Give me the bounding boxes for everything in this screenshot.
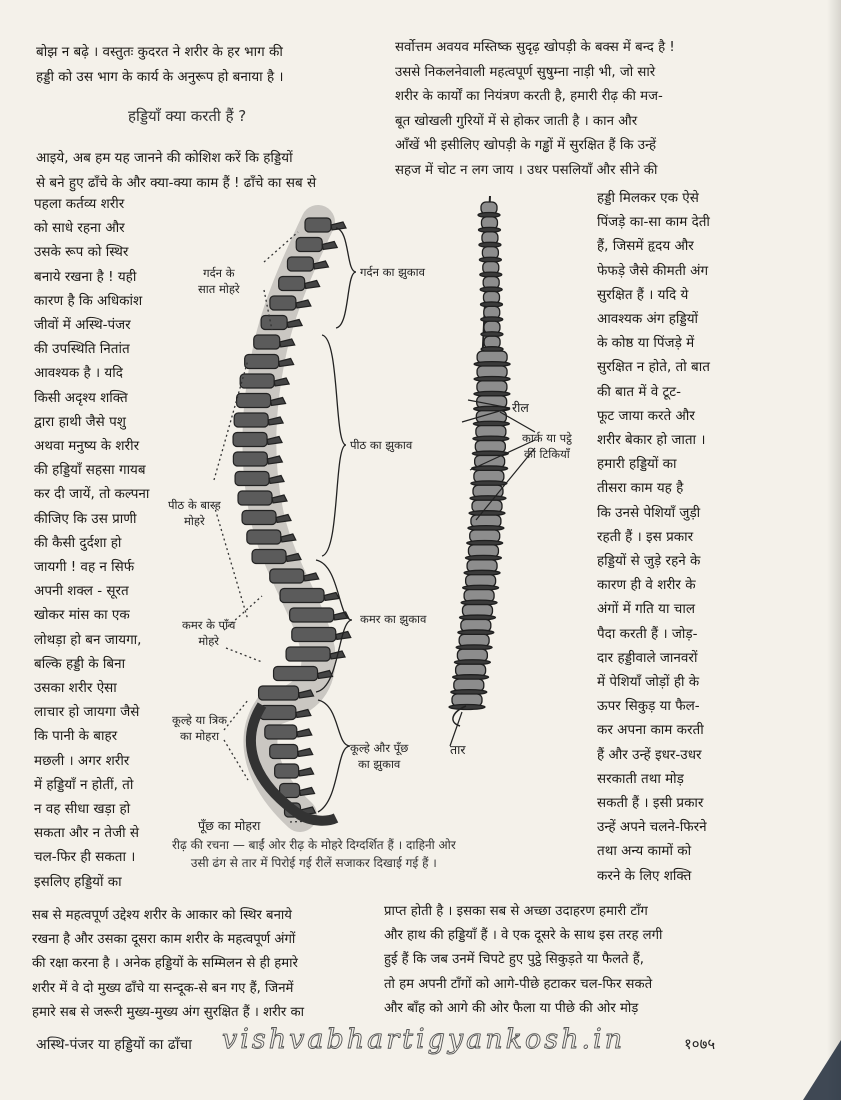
text-line: शरीर में वे दो मुख्य ढाँचे या सन्दूक-से बन गए हैं, जिनमें — [32, 980, 294, 996]
text-line: कारण है कि अधिकांश — [34, 292, 143, 309]
text-line: आवश्यक है । यदि — [34, 365, 123, 382]
vertebral-column-drawing — [233, 218, 351, 821]
text-line: हैं, जिसमें हृदय और — [597, 238, 694, 255]
vertebra-shape — [296, 238, 322, 252]
text-line: द्वारा हाथी जैसे पशु — [34, 413, 126, 430]
label-line: सात मोहरे — [198, 282, 240, 296]
vertebra-shape — [279, 277, 305, 291]
text-line: खोकर मांस का एक — [34, 607, 130, 624]
text-line: अथवा मनुष्य के शरीर — [34, 438, 140, 455]
text-line: रखना है और उसका दूसरा काम शरीर के महत्वपूर्ण अंगों — [32, 932, 296, 948]
label-line: कूल्हे या त्रिक — [172, 713, 228, 727]
label-sacrum — [172, 712, 227, 744]
text-line: मछली । अगर शरीर — [34, 752, 130, 769]
label-waist-curve: कमर का झुकाव — [360, 612, 427, 626]
label-line: का झुकाव — [357, 757, 401, 771]
text-line: के कोष्ठ या पिंजड़े में — [597, 335, 695, 352]
text-line: सुरक्षित न होते, तो बात — [597, 359, 710, 376]
vertebra-shape — [247, 530, 281, 544]
label-line: कमर के पाँच — [182, 618, 236, 632]
text-line: कर अपना काम करती — [597, 722, 704, 739]
vertebra-shape — [270, 569, 304, 583]
section-heading: हड्डियाँ क्या करती हैं ? — [128, 107, 247, 125]
label-reel: रील — [512, 400, 529, 415]
text-line: जायगी ! वह न सिर्फ — [34, 559, 135, 576]
text-line: को साधे रहना और — [34, 220, 125, 237]
watermark: vishvabhartigyankosh.in — [222, 1024, 626, 1055]
text-line: कीजिए कि उस प्राणी — [34, 510, 137, 527]
figure-caption — [172, 836, 456, 872]
spinous-process-shape — [299, 768, 314, 776]
spinous-process-shape — [300, 788, 315, 796]
text-line: उन्हें अपने चलने-फिरने — [597, 819, 707, 836]
vertebra-shape — [235, 472, 269, 486]
vertebra-shape — [261, 316, 287, 330]
text-line: तीसरा काम यह है — [597, 480, 684, 497]
caption-line: रीढ़ की रचना — बाईं ओर रीढ़ के मोहरे दिग्दर्शित हैं । दाहिनी ओर — [172, 838, 456, 852]
text-line: हड्डियों से जुड़े रहने के — [597, 553, 701, 570]
text-line: की बात में वे टूट- — [597, 383, 681, 400]
text-line: करने के लिए शक्ति — [597, 867, 692, 884]
label-neck-vertebrae — [198, 265, 240, 297]
text-line: किसी अदृश्य शक्ति — [34, 389, 128, 406]
vertebra-shape — [305, 218, 331, 232]
vertebra-shape — [275, 764, 299, 778]
text-line: पिंजड़े का-सा काम देती — [597, 214, 710, 231]
text-line: बोझ न बढ़े । वस्तुतः कुदरत ने शरीर के हर भाग की — [36, 44, 283, 60]
text-line: कारण ही वे शरीर के — [597, 577, 696, 594]
label-wire: तार — [450, 742, 466, 757]
text-line: और हाथ की हड्डियाँ हैं । वे एक दूसरे के साथ इस तरह लगी — [384, 928, 663, 944]
text-line: सरकाती तथा मोड़ — [597, 770, 684, 787]
vertebra-shape — [270, 296, 296, 310]
bottom-left-text — [32, 904, 304, 1025]
vertebra-shape — [242, 511, 276, 525]
text-line: कर दी जायें, तो कल्पना — [34, 486, 150, 503]
text-line: सुरक्षित हैं । यदि ये — [597, 286, 689, 303]
text-line: कि उनसे पेशियाँ जुड़ी — [597, 504, 701, 521]
label-hip-tail-curve — [350, 740, 408, 772]
vertebra-shape — [245, 355, 279, 369]
page-number: १०७५ — [684, 1035, 716, 1053]
caption-line: उसी ढंग से तार में पिरोई गई रीलें सजाकर दिखाई गई हैं । — [190, 856, 437, 870]
vertebra-shape — [254, 335, 280, 349]
cork-disc-shape — [449, 705, 485, 710]
text-line: और बाँह को आगे की ओर फैला या पीछे की ओर मोड़ — [384, 1000, 639, 1016]
label-line: पीठ के बारह — [168, 498, 221, 512]
text-line: बनाये रखना है ! यही — [34, 268, 137, 285]
text-line: की उपस्थिति नितांत — [34, 341, 130, 358]
label-line: कूल्हे और पूँछ — [350, 741, 409, 755]
text-line: की कैसी दुर्दशा हो — [34, 534, 122, 551]
text-line: से बने हुए ढाँचे के और क्या-क्या काम हैं ! ढाँचे का सब से — [36, 174, 317, 191]
text-line: हुई हैं कि जब उनमें चिपटे हुए पुट्ठे सिकुड़ते या फैलते हैं, — [384, 952, 644, 968]
vertebra-shape — [265, 725, 297, 739]
text-line: आँखें भी इसीलिए खोपड़ी के गड्ढों में सुरक्षित हैं कि उन्हें — [395, 138, 657, 153]
text-line: तथा अन्य कामों को — [597, 843, 692, 860]
text-line: तो हम अपनी टाँगों को आगे-पीछे हटाकर चल-फिर सकते — [384, 976, 653, 992]
text-line: अपनी शक्ल - सूरत — [34, 583, 129, 600]
vertebra-shape — [240, 374, 274, 388]
text-line: की रक्षा करना है । अनेक हड्डियों के सम्मिलन से ही हमारे — [32, 956, 298, 972]
text-line: बल्कि हड्डी के बिना — [34, 655, 126, 672]
vertebra-shape — [259, 686, 299, 700]
vertebra-shape — [233, 452, 267, 466]
label-line: का मोहरा — [179, 729, 220, 743]
text-line: लोथड़ा हो बन जायगा, — [34, 631, 142, 648]
vertebra-shape — [234, 413, 268, 427]
label-back-vertebrae — [168, 497, 221, 529]
label-cork — [522, 430, 572, 462]
text-line: फेफड़े जैसे कीमती अंग — [597, 262, 709, 279]
text-line: हड्डी मिलकर एक ऐसे — [597, 190, 699, 206]
text-line: हड्डी को उस भाग के कार्य के अनुरूप हो बनाया है । — [36, 68, 284, 85]
text-line: उसका शरीर ऐसा — [34, 680, 117, 697]
spinous-process-shape — [324, 593, 339, 601]
text-line: हैं और उन्हें इधर-उधर — [597, 746, 702, 763]
text-line: में पेशियाँ जोड़ों ही के — [597, 674, 700, 691]
text-line: शरीर के कार्यों का नियंत्रण करती है, हमारी रीढ़ की मज- — [395, 89, 663, 104]
text-line: उसके रूप को स्थिर — [34, 244, 129, 261]
label-line: की टिकियाँ — [524, 447, 570, 461]
text-line: बूत खोखली गुरियों में से होकर जाती है । कान और — [395, 113, 638, 129]
text-line: हमारे सब से जरूरी मुख्य-मुख्य अंग सुरक्षित हैं । शरीर का — [32, 1004, 304, 1020]
text-line: रहती हैं । इस प्रकार — [597, 528, 694, 545]
label-line: मोहरे — [198, 634, 220, 648]
label-line: कार्क या पट्ठे — [522, 431, 572, 445]
text-line: ऊपर सिकुड़ या फैल- — [597, 698, 700, 715]
text-line: पहला कर्तव्य शरीर — [34, 196, 125, 212]
vertebra-shape — [270, 745, 298, 759]
label-tail-vertebra: पूँछ का मोहरा — [198, 818, 261, 833]
label-line: मोहरे — [184, 514, 205, 528]
text-line: शरीर बेकार हो जाता । — [597, 432, 706, 449]
text-line: चल-फिर ही सकता । — [34, 849, 136, 866]
text-line: अंगों में गति या चाल — [597, 601, 695, 618]
text-line: लाचार हो जायगा जैसे — [34, 704, 140, 721]
text-line: दार हड्डीवाले जानवरों — [597, 649, 698, 666]
text-line: आवश्यक अंग हड्डियों — [597, 311, 699, 328]
label-neck-curve: गर्दन का झुकाव — [360, 265, 425, 279]
vertebra-shape — [286, 647, 330, 661]
text-line: सहज में चोट न लग जाय । उधर पसलियाँ और सीने की — [395, 162, 658, 178]
vertebra-shape — [237, 394, 271, 408]
vertebra-shape — [287, 257, 313, 271]
vertebra-shape — [280, 589, 324, 603]
vertebra-shape — [238, 491, 272, 505]
text-line: में हड्डियाँ न होतीं, तो — [34, 776, 134, 793]
label-back-curve: पीठ का झुकाव — [350, 438, 413, 452]
text-line: इसलिए हड्डियों का — [34, 873, 122, 890]
curve-brackets — [316, 228, 356, 812]
spinous-process-shape — [297, 729, 312, 737]
text-line: फूट जाया करते और — [597, 407, 695, 424]
text-line: सकता और न तेजी से — [34, 825, 140, 842]
text-line: उससे निकलनेवाली महत्वपूर्ण सुषुम्ना नाड़ी भी, जो सारे — [395, 64, 656, 80]
text-line: की हड्डियाँ सहसा गायब — [34, 462, 146, 479]
text-line: आइये, अब हम यह जानने की कोशिश करें कि हड्डियों — [36, 150, 293, 166]
text-line: सकती हैं । इसी प्रकार — [597, 795, 704, 812]
text-line: हमारी हड्डियों का — [597, 456, 677, 473]
text-line: पैदा करती हैं । जोड़- — [597, 625, 698, 642]
label-waist-vertebrae — [182, 617, 235, 649]
text-line: सब से महत्वपूर्ण उद्देश्य शरीर के आकार को स्थिर बनाये — [32, 908, 292, 923]
vertebra-shape — [233, 433, 267, 447]
text-line: जीवों में अस्थि-पंजर — [34, 317, 131, 334]
vertebra-shape — [290, 608, 334, 622]
vertebra-shape — [292, 628, 336, 642]
footer-title: अस्थि-पंजर या हड्डियों का ढाँचा — [36, 1037, 192, 1053]
label-line: गर्दन के — [203, 266, 235, 280]
vertebra-shape — [274, 667, 318, 681]
bottom-right-text — [384, 900, 662, 1021]
text-line: न वह सीधा खड़ा हो — [34, 801, 131, 818]
spinous-process-shape — [298, 749, 313, 757]
reel-model-drawing — [449, 196, 510, 726]
text-line: सर्वोत्तम अवयव मस्तिष्क सुदृढ़ खोपड़ी के बक्स में बन्द है ! — [395, 40, 675, 55]
text-line: कि पानी के बाहर — [34, 728, 118, 745]
text-line: प्राप्त होती है । इसका सब से अच्छा उदाहरण हमारी टाँग — [384, 904, 648, 919]
vertebra-shape — [252, 550, 286, 564]
